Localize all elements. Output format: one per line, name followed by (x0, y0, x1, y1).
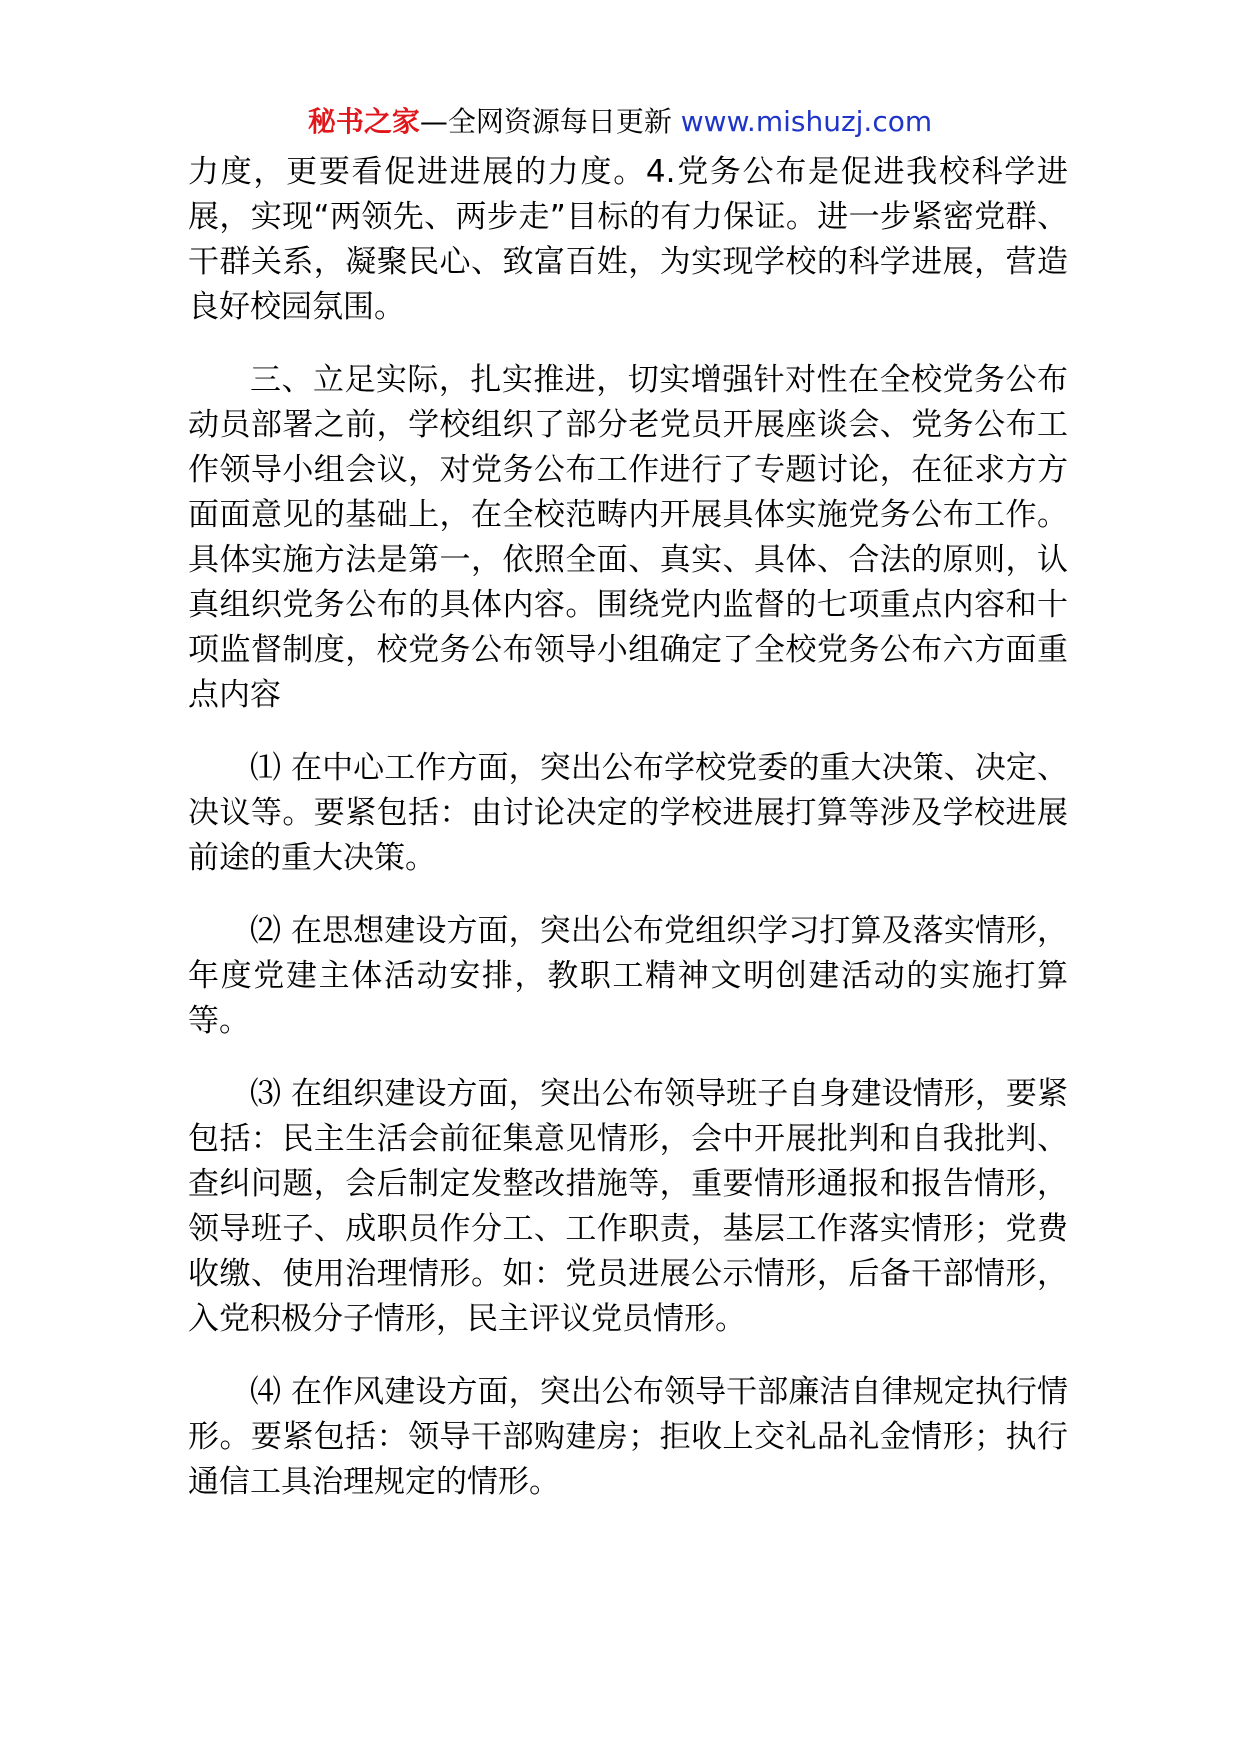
page-header (0, 100, 1240, 144)
paragraph-item-1: ⑴ 在中心工作方面，突出公布学校党委的重大决策、决定、决议等。要紧包括：由讨论决定的学校进展打算等涉及学校进展前途的重大决策。 (188, 750, 1068, 876)
paragraph-item-2: ⑵ 在思想建设方面，突出公布党组织学习打算及落实情形，年度党建主体活动安排，教职工精神文明创建活动的实施打算等。 (188, 913, 1068, 1039)
website-link[interactable]: www.mishuzj.com (680, 105, 933, 138)
document-body (188, 150, 1068, 1533)
paragraph-section-three: 三、立足实际，扎实推进，切实增强针对性在全校党务公布动员部署之前，学校组织了部分老党员开展座谈会、党务公布工作领导小组会议，对党务公布工作进行了专题讨论，在征求方方面面意见的基础上，在全校范畴内开展具体实施党务公布工作。具体实施方法是第一，依照全面、真实、具体、合法的原则，认真组织党务公布的具体内容。围绕党内监督的七项重点内容和十项监督制度，校党务公布领导小组确定了全校党务公布六方面重点内容 (188, 362, 1068, 713)
header-tagline: —全网资源每日更新 (419, 105, 681, 138)
paragraph-continued: 力度，更要看促进进展的力度。4.党务公布是促进我校科学进展，实现“两领先、两步走”目标的有力保证。进一步紧密党群、干群关系，凝聚民心、致富百姓，为实现学校的科学进展，营造良好校园氛围。 (188, 154, 1068, 325)
paragraph-item-4: ⑷ 在作风建设方面，突出公布领导干部廉洁自律规定执行情形。要紧包括：领导干部购建房；拒收上交礼品礼金情形；执行通信工具治理规定的情形。 (188, 1374, 1068, 1500)
brand-name: 秘书之家 (307, 105, 420, 138)
paragraph-item-3: ⑶ 在组织建设方面，突出公布领导班子自身建设情形，要紧包括：民主生活会前征集意见情形，会中开展批判和自我批判、查纠问题，会后制定发整改措施等，重要情形通报和报告情形，领导班子、成职员作分工、工作职责，基层工作落实情形；党费收缴、使用治理情形。如：党员进展公示情形，后备干部情形，入党积极分子情形，民主评议党员情形。 (188, 1076, 1068, 1337)
